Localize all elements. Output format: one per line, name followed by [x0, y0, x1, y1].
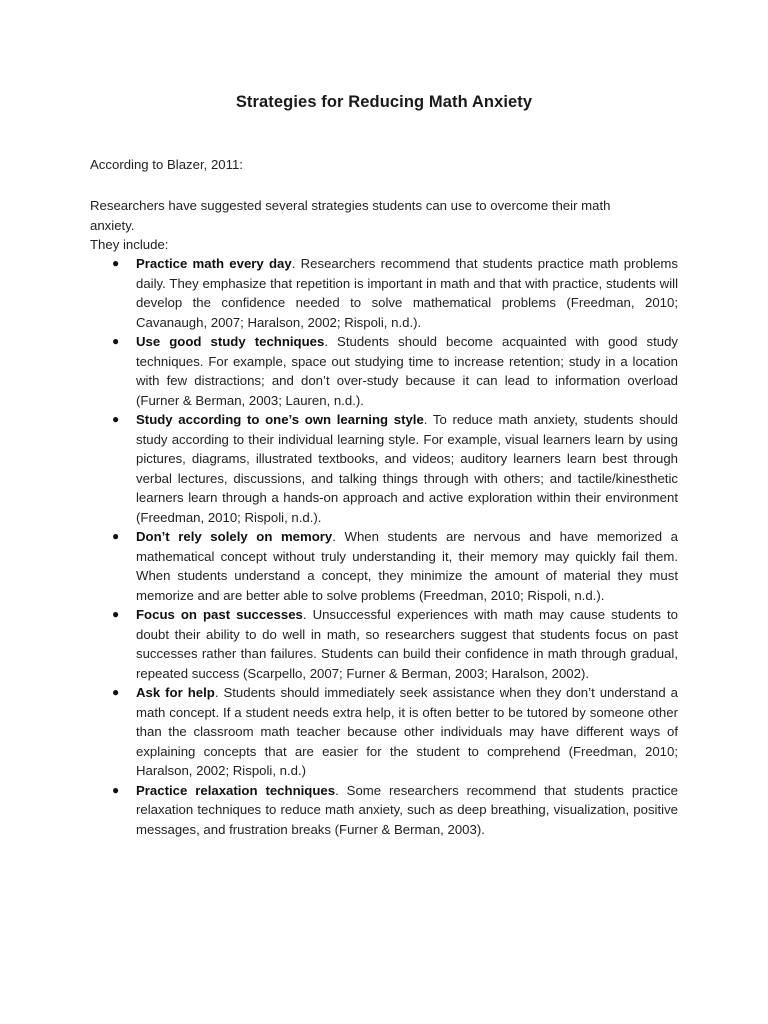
include-label: They include:	[90, 237, 169, 252]
bullet-icon: ●	[112, 607, 120, 621]
strategy-list	[112, 254, 678, 839]
item-heading: Study according to one’s own learning style	[136, 412, 424, 427]
bullet-icon: ●	[112, 685, 120, 699]
item-text: . Researchers recommend that students practice math problems daily. They emphasize that repetition is important in math and that with practice, students will develop the confidence needed to solve mathematical problems (Freedman, 2010; Cavanaugh, 2007; Haralson, 2002; Rispoli, n.d.).	[136, 256, 679, 330]
bullet-icon: ●	[112, 782, 120, 797]
list-item	[112, 683, 678, 781]
item-heading: Ask for help	[136, 685, 215, 700]
list-item	[112, 605, 678, 683]
item-heading: Don’t rely solely on memory	[136, 529, 333, 544]
citation-line: According to Blazer, 2011:	[90, 157, 243, 172]
item-heading: Use good study techniques	[136, 334, 325, 349]
item-text: . Students should become acquainted with good study techniques. For example, space out studying time to increase retention; study in a location with few distractions; and don’t over-study because it can lead to information overload (Furner & Berman, 2003; Lauren, n.d.).	[136, 334, 678, 408]
bullet-icon: ●	[112, 334, 120, 348]
bullet-icon: ●	[112, 529, 120, 543]
bullet-icon: ●	[112, 256, 120, 270]
page-title: Strategies for Reducing Math Anxiety	[235, 93, 533, 111]
item-heading: Practice math every day	[136, 256, 292, 271]
item-heading: Focus on past successes	[136, 607, 303, 622]
item-text: . When students are nervous and have memorized a mathematical concept without truly understanding it, their memory may quickly fail them. When students understand a concept, they minimize the amount of material they must memorize and are better able to solve problems (Freedman, 2010; Rispoli, n.d.).	[136, 529, 678, 603]
item-heading: Practice relaxation techniques	[136, 782, 336, 798]
bullet-icon: ●	[112, 412, 120, 426]
intro-paragraph: Researchers have suggested several strategies students can use to overcome their math anxiety.	[90, 198, 611, 233]
list-item	[112, 254, 678, 332]
item-text: . Unsuccessful experiences with math may cause students to doubt their ability to do well in math, so researchers suggest that students focus on past successes rather than failures. Students can build their confidence in math through gradual, repeated success (Scarpello, 2007; Furner & Berman, 2003; Haralson, 2002).	[136, 607, 678, 681]
list-item	[112, 410, 678, 527]
item-text: . Some researchers recommend that students practice relaxation techniques to reduce math anxiety, such as deep breathing, visualization, positive messages, and frustration breaks (Furner & Berman, 2003).	[136, 782, 678, 837]
list-item	[112, 781, 678, 840]
list-item	[112, 527, 678, 605]
list-item	[112, 332, 678, 410]
item-text: . Students should immediately seek assistance when they don’t understand a math concept. If a student needs extra help, it is often better to be tutored by someone other than the classroom math teacher because other individuals may have different ways of explaining concepts that are easier for the student to comprehend (Freedman, 2010; Haralson, 2002; Rispoli, n.d.)	[136, 685, 678, 778]
item-text: . To reduce math anxiety, students should study according to their individual learning style. For example, visual learners learn by using pictures, diagrams, illustrated textbooks, and videos; auditory learners learn best through verbal lectures, discussions, and talking things through with others; and tactile/kinesthetic learners learn through a hands-on approach and active exploration within their environment (Freedman, 2010; Rispoli, n.d.).	[136, 412, 678, 525]
